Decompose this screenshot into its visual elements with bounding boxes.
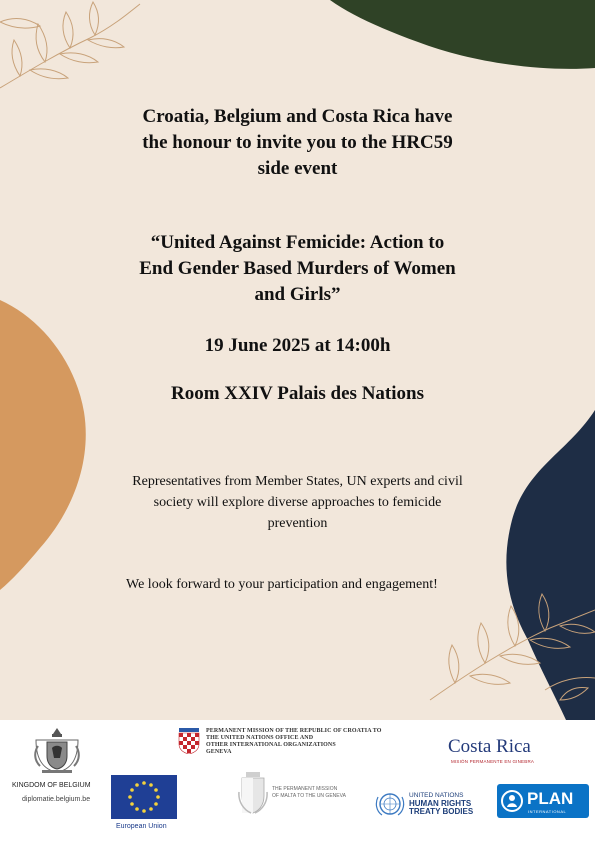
- plan-person-icon: [501, 790, 523, 812]
- costa-rica-name: Costa Rica: [448, 736, 531, 757]
- malta-mission-text: [272, 786, 346, 800]
- description-line: prevention: [267, 516, 328, 531]
- malta-emblem-icon: [238, 772, 268, 814]
- croatia-line: GENEVA: [206, 749, 232, 755]
- navy-shape: [506, 410, 595, 720]
- sponsor-logos: [0, 720, 595, 841]
- croatia-coat-of-arms-icon: [178, 728, 200, 754]
- description-line: Representatives from Member States, UN experts and civil: [132, 474, 463, 489]
- un-line: HUMAN RIGHTS: [409, 799, 472, 808]
- invitation-line: side event: [257, 158, 338, 179]
- eu-caption: European Union: [116, 823, 167, 830]
- event-title-line: and Girls”: [254, 284, 341, 305]
- leaf-branch-top-left: [0, 2, 140, 88]
- belgium-coat-of-arms-icon: [30, 726, 84, 774]
- un-line: TREATY BODIES: [409, 807, 474, 816]
- un-line: UNITED NATIONS: [409, 792, 464, 799]
- costa-rica-subtitle: MISIÓN PERMANENTE EN GINEBRA: [451, 759, 535, 764]
- invitation-line: Croatia, Belgium and Costa Rica have: [142, 106, 453, 127]
- belgium-site: diplomatie.belgium.be: [22, 796, 91, 803]
- plan-logo: [497, 784, 589, 818]
- invitation-line: the honour to invite you to the HRC59: [142, 132, 453, 153]
- event-description: [0, 471, 595, 534]
- invitation-text: [0, 104, 595, 182]
- un-text: [409, 792, 473, 816]
- description-line: society will explore diverse approaches to femicide: [153, 495, 442, 510]
- croatia-line: OTHER INTERNATIONAL ORGANIZATIONS: [206, 742, 336, 748]
- un-emblem-icon: [375, 791, 405, 817]
- belgium-name: KINGDOM OF BELGIUM: [12, 782, 91, 789]
- green-shape: [330, 0, 595, 69]
- event-room: Room XXIV Palais des Nations: [170, 383, 424, 404]
- croatia-mission-text: [206, 728, 382, 756]
- event-date: 19 June 2025 at 14:00h: [204, 335, 391, 356]
- eu-flag-icon: [111, 775, 177, 819]
- malta-line: THE PERMANENT MISSION: [272, 786, 338, 792]
- croatia-line: PERMANENT MISSION OF THE REPUBLIC OF CROATIA TO: [206, 728, 382, 734]
- event-title: [0, 230, 595, 308]
- croatia-line: THE UNITED NATIONS OFFICE AND: [206, 735, 314, 741]
- plan-subtitle: INTERNATIONAL: [528, 809, 567, 814]
- event-title-line: End Gender Based Murders of Women: [139, 258, 456, 279]
- plan-word: PLAN: [527, 789, 574, 808]
- event-title-line: “United Against Femicide: Action to: [150, 232, 445, 253]
- closing-text: We look forward to your participation and engagement!: [126, 577, 438, 592]
- malta-line: OF MALTA TO THE UN GENEVA: [272, 793, 346, 799]
